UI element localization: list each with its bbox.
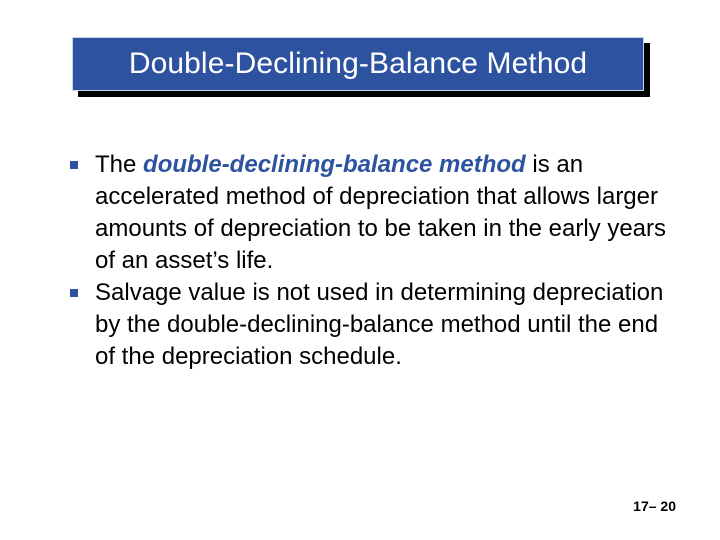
slide-title: Double-Declining-Balance Method: [128, 47, 588, 80]
slide-number: 17– 20: [633, 498, 676, 514]
title-banner: [72, 37, 644, 91]
bullet-lead-text: The: [95, 151, 144, 178]
square-bullet-icon: [70, 289, 78, 297]
bullet-item-definition: [68, 149, 668, 277]
bullet-rest-text: is an accelerated method of depreciation that allows larger amounts of depreciation to be taken in the early years of an asset’s life.: [95, 151, 667, 274]
bullet-list: [68, 149, 668, 373]
emphasized-term: double-declining-balance method: [143, 151, 526, 178]
square-bullet-icon: [70, 161, 78, 169]
bullet-item-salvage-value: [68, 277, 668, 373]
bullet-text: Salvage value is not used in determining depreciation by the double-declining-balance method until the end of the depreciation schedule.: [95, 279, 664, 370]
